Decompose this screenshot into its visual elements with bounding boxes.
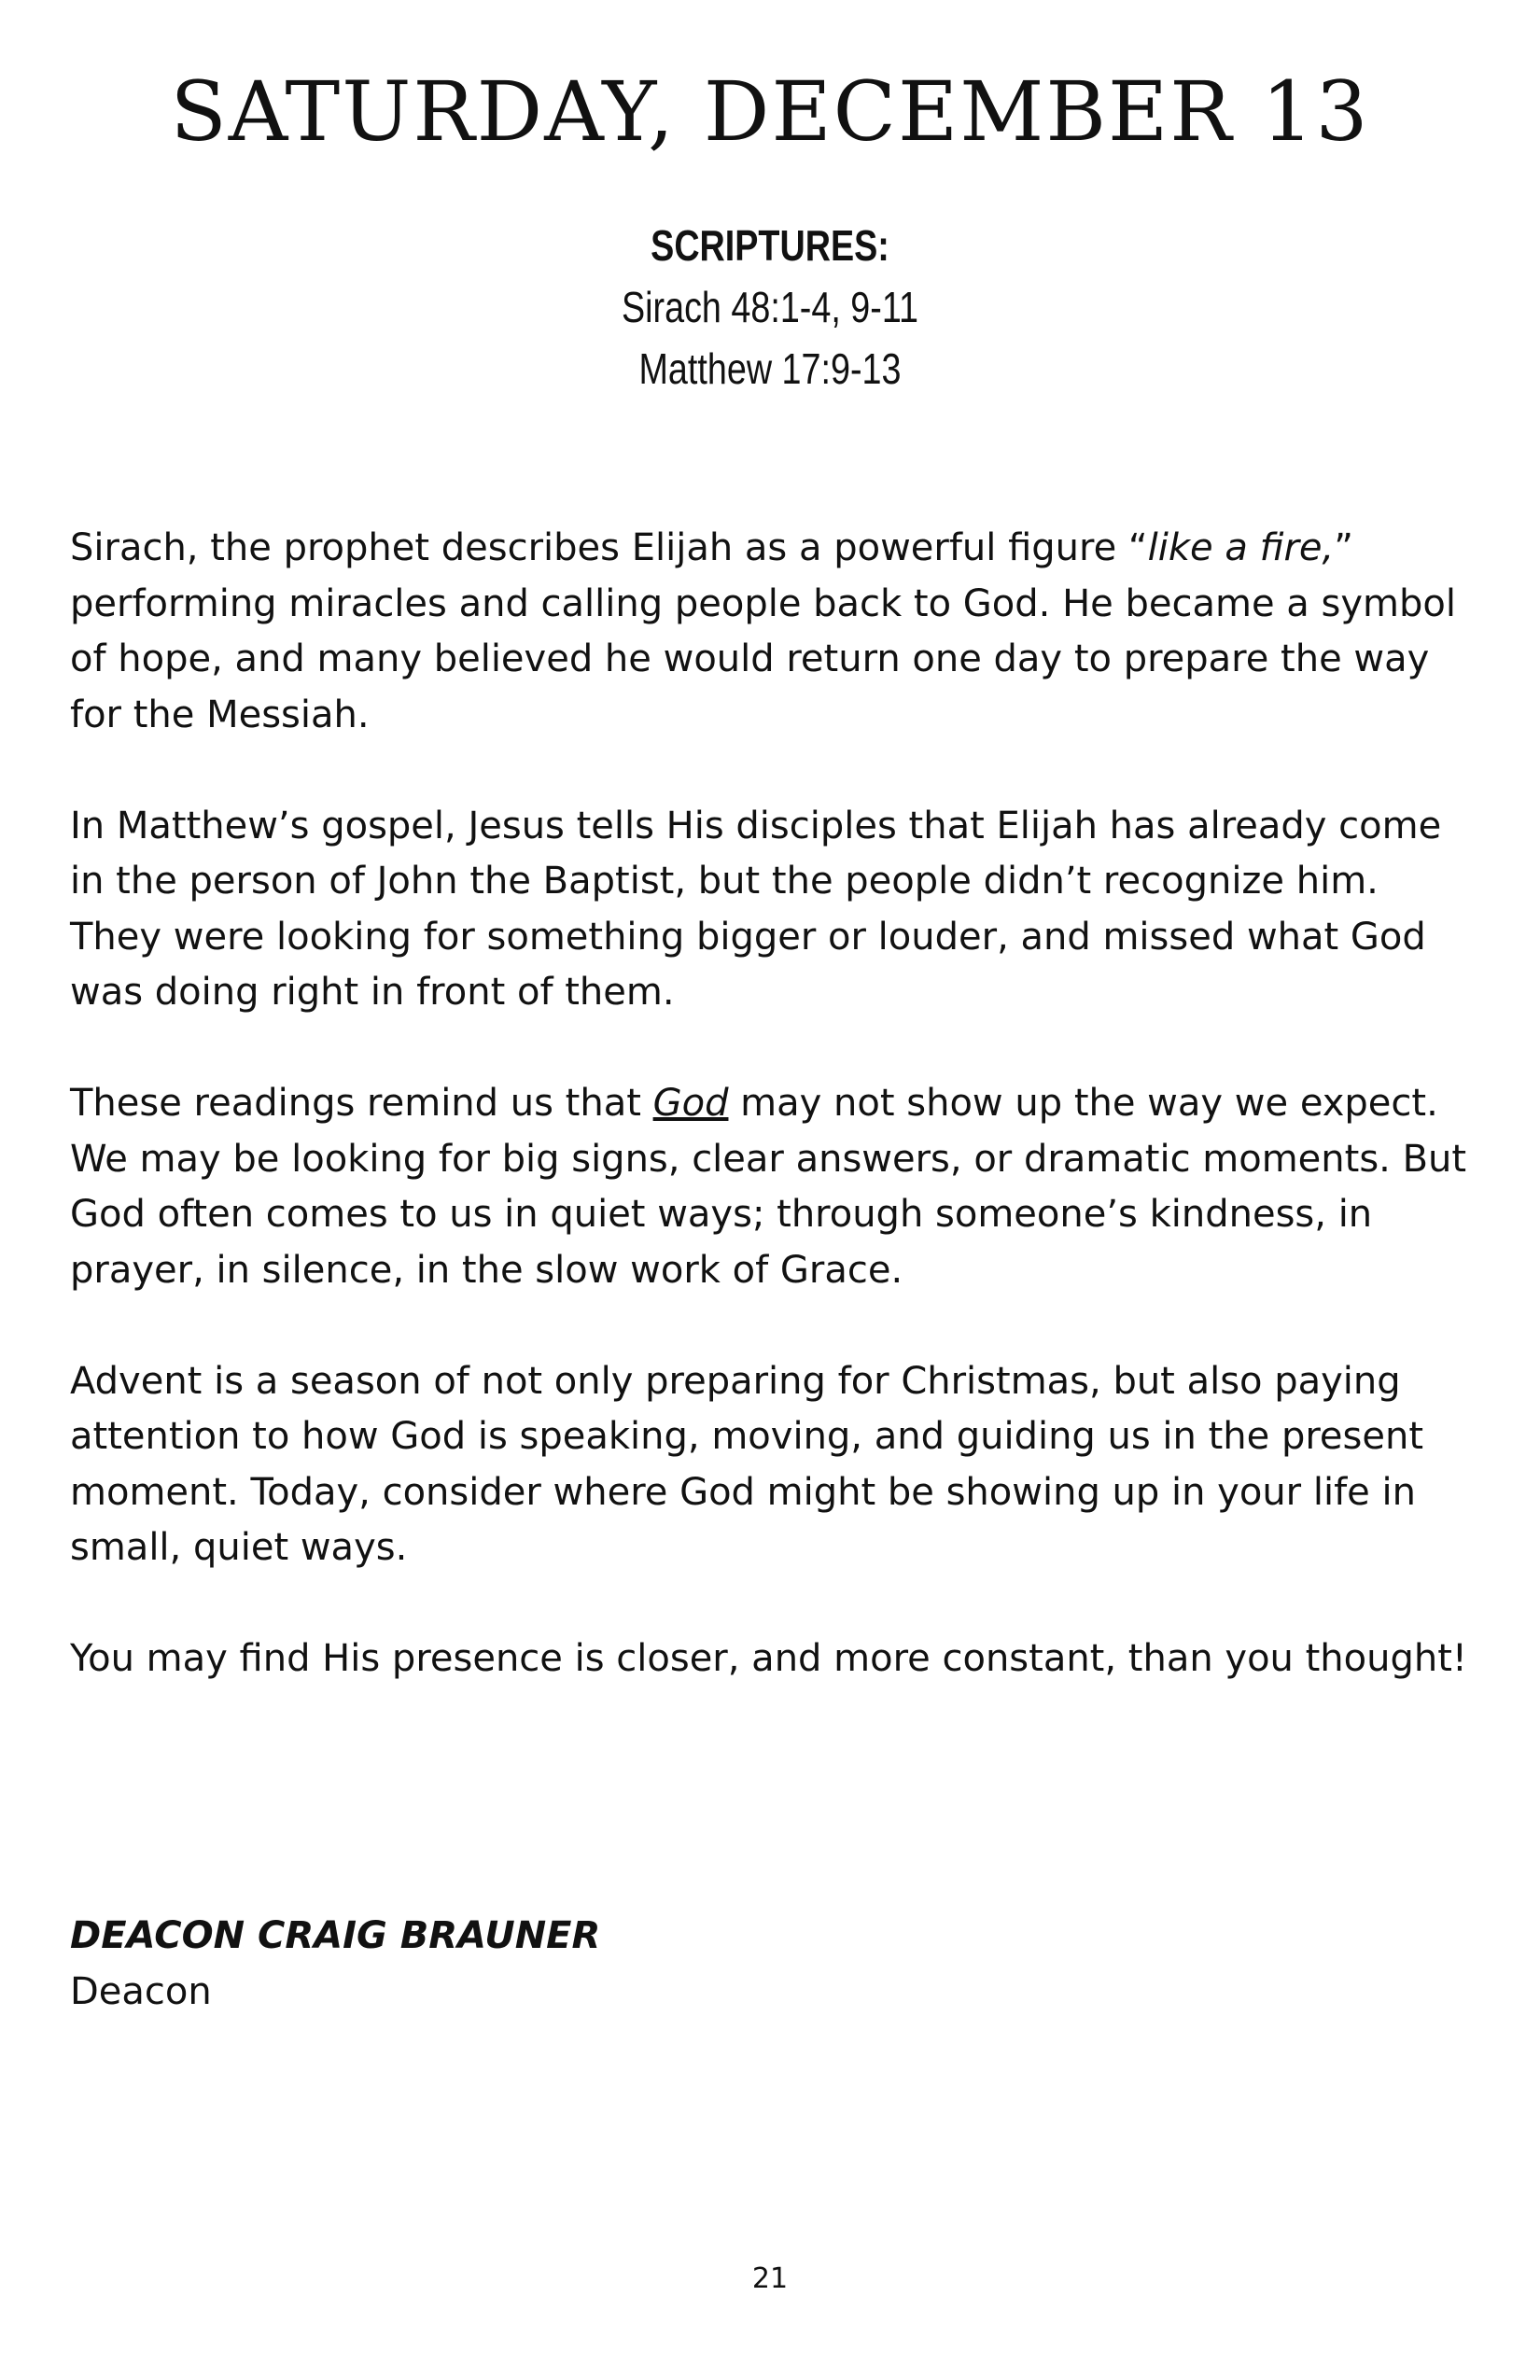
paragraph-text: ” performing miracles and calling people back to God. He became a symbol of hope, and many believed he would return one day to prepare the way for the Messiah. <box>70 526 1456 736</box>
paragraph: You may find His presence is closer, and more constant, than you thought! <box>70 1637 1467 1680</box>
paragraph-text: may not show up the way we expect. We may be looking for big signs, clear answers, or dramatic moments. But God often comes to us in quiet ways; through someone’s kindness, in prayer, in silence, in the slow work of Grace. <box>70 1082 1467 1292</box>
author-role: Deacon <box>70 1970 212 2013</box>
page-title: SATURDAY, DECEMBER 13 <box>170 63 1370 160</box>
reflection-body <box>70 521 1479 1743</box>
paragraph <box>70 521 1479 743</box>
paragraph-text: These readings remind us that <box>70 1082 653 1125</box>
scriptures-heading: SCRIPTURES: <box>651 221 889 270</box>
scripture-reference: Sirach 48:1-4, 9-11 <box>621 283 919 331</box>
page-number: 21 <box>751 2262 789 2295</box>
author-block <box>70 1908 600 2020</box>
quoted-phrase: like a fire, <box>1147 526 1335 569</box>
scriptures-block <box>139 215 1402 399</box>
paragraph-text: Sirach, the prophet describes Elijah as a powerful figure “ <box>70 526 1148 569</box>
paragraph: In Matthew’s gospel, Jesus tells His disciples that Elijah has already come in the person of John the Baptist, but the people didn’t recognize him. They were looking for something bigger or louder, and missed what God was doing right in front of them. <box>70 804 1442 1014</box>
paragraph <box>70 1076 1479 1298</box>
author-name: DEACON CRAIG BRAUNER <box>70 1914 601 1957</box>
scripture-reference: Matthew 17:9-13 <box>638 344 902 393</box>
emphasized-word: God <box>652 1082 729 1125</box>
paragraph: Advent is a season of not only preparing for Christmas, but also paying attention to how God is speaking, moving, and guiding us in the present moment. Today, consider where God might be showing up in your life in small, quiet ways. <box>70 1359 1424 1569</box>
